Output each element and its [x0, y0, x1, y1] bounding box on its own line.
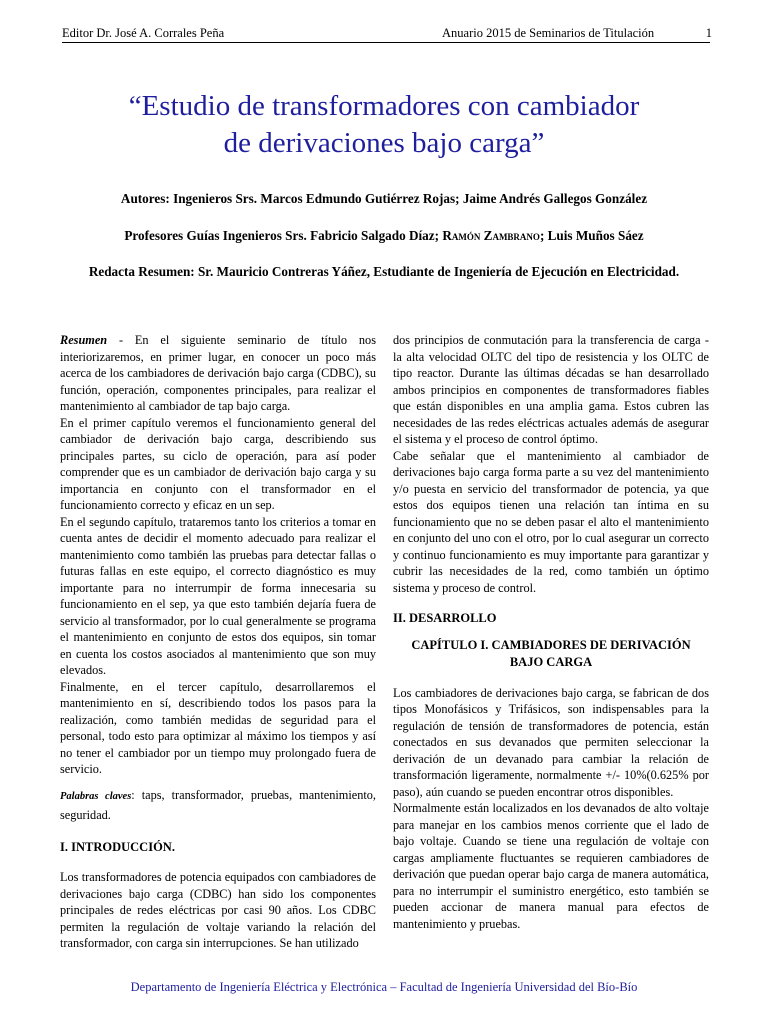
- intro-paragraph-3: Cabe señalar que el mantenimiento al cambiador de derivaciones bajo carga forma parte a su vez del mantenimiento y/o puesta en servicio del transformador de potencia, ya que estos dos equipos tienen una relación tan íntima en su funcionamiento que no se deben pasar el alto el mantenimiento en conjunto del uno con el otro, por lo cual asegurar un correcto y continuo funcionamiento es muy importante para garantizar y cubrir las necesidades de la red, como también un óptimo sistema y proceso de control.: [393, 448, 709, 595]
- professors-prefix: Profesores Guías Ingenieros Srs. Fabricio Salgado Díaz;: [124, 228, 443, 243]
- intro-heading: I. INTRODUCCIÓN.: [60, 839, 175, 854]
- chapter-heading-line-2: BAJO CARGA: [509, 654, 593, 669]
- keywords: [60, 786, 376, 825]
- professors-smallcaps-name: Ramón Zambrano: [442, 228, 540, 243]
- authors-names: Ingenieros Srs. Marcos Edmundo Gutiérrez Rojas; Jaime Andrés Gallegos González: [173, 191, 648, 206]
- abstract-paragraph-4: Finalmente, en el tercer capítulo, desarrollaremos el mantenimiento en sí, describiendo todos los pasos para la realización, como también medidas de seguridad para el personal, todo esto para optimizar al máximo los tiempos y así no tener el cambiador por un tiempo muy prolongado fuera de servicio.: [60, 679, 376, 776]
- footer-dash: –: [387, 980, 400, 994]
- authors-label: Autores:: [120, 191, 170, 206]
- page-footer: [0, 980, 768, 995]
- left-column: [60, 332, 376, 952]
- abstract-paragraph-1: [60, 332, 376, 415]
- running-header: [62, 24, 710, 43]
- header-page-number: 1: [705, 26, 712, 40]
- header-journal: Anuario 2015 de Seminarios de Titulación: [442, 26, 655, 40]
- authors-line: [40, 189, 728, 208]
- paper-title-line-1: “Estudio de transformadores con cambiador: [128, 90, 640, 122]
- professors-line: [40, 226, 728, 245]
- footer-department: Departamento de Ingeniería Eléctrica y Electrónica: [130, 980, 388, 994]
- abstract-paragraph-2: En el primer capítulo veremos el funcionamiento general del cambiador de derivación bajo carga, describiendo sus principales partes, su ciclo de operación, para así poder comprender que es un cambiador de derivación bajo carga y su importancia en conjunto con el transformador en el funcionamiento correcto y eficaz en un sep.: [60, 415, 376, 512]
- chapter-heading: [393, 637, 709, 671]
- abstract-text-1: - En el siguiente seminario de título nos interiorizaremos, en primer lugar, en conocer un poco más acerca de los cambiadores de derivación bajo carga (CDBC), su función, operación, componentes principales, para realizar el mantenimiento al cambiador de tap bajo carga.: [60, 333, 376, 413]
- keywords-text: : taps, transformador, pruebas, mantenimiento, seguridad.: [60, 787, 376, 822]
- footer-faculty: Facultad de Ingeniería Universidad del Bío-Bío: [399, 980, 638, 994]
- paper-title: [0, 88, 768, 162]
- professors-suffix: ; Luis Muños Sáez: [539, 228, 644, 243]
- summary-editor-line: Redacta Resumen: Sr. Mauricio Contreras Yáñez, Estudiante de Ingeniería de Ejecución en Electricidad.: [88, 264, 680, 279]
- header-editor: Editor Dr. José A. Corrales Peña: [62, 26, 225, 40]
- abstract-paragraph-3: En el segundo capítulo, trataremos tanto los criterios a tomar en cuenta antes de decidir el momento adecuado para realizar el mantenimiento como también las pruebas para detectar fallas o futuras fallas en este equipo, el correcto diagnóstico es muy importante para no interrumpir de forma innecesaria su funcionamiento en el sep, ya que esto también dejaría fuera de servicio al transformador, por lo cual generalmente se programa el mantenimiento en conjunto de estos dos equipos, sin tomar en cuenta los costos asociados al mantenimiento que son muy elevados.: [60, 514, 376, 677]
- development-heading: II. DESARROLLO: [393, 611, 497, 625]
- intro-paragraph-1: Los transformadores de potencia equipados con cambiadores de derivaciones bajo carga (CDBC) han sido los componentes principales de redes eléctricas por casi 90 años. Los CDBC permiten la regulación de voltaje variando la relación del transformador, con carga sin interrupciones. Se han utilizado: [60, 870, 376, 950]
- right-column: [393, 332, 709, 932]
- chapter-paragraph-1: Los cambiadores de derivaciones bajo carga, se fabrican de dos tipos Monofásicos y Trifásicos, son indispensables para la regulación de tensión de transformadores de potencia, están conectados en sus devanados que permiten seleccionar la derivación de un devanado para cambiar la relación de transformación ligeramente, normalmente +/- 10%(0.625% por paso), aún cuando se pueden encontrar otros disponibles.: [393, 685, 709, 799]
- paper-title-line-2: de derivaciones bajo carga”: [223, 127, 545, 159]
- intro-paragraph-2: dos principios de conmutación para la transferencia de carga - la alta velocidad OLTC del tipo de resistencia y los OLTC de tipo reactor. Durante las últimas décadas se han desarrollado ambos principios en componentes de transformadores fiables que están disponibles en una amplia gama. Estos cubren las necesidades de las redes eléctricas actuales además de asegurar el sistema y el proceso de control óptimo.: [393, 333, 709, 446]
- chapter-paragraph-2: Normalmente están localizados en los devanados de alto voltaje para manejar en los cambios menos corriente que el lado de bajo voltaje. Cuando se tiene una regulación de voltaje con cargas ampliamente fluctuantes se requieren cambiadores de derivación que puedan operar bajo carga de manera automática, para no interrumpir el suministro energético, esto también se pueden accionar de manera manual para efectos de mantenimiento y pruebas.: [393, 801, 709, 931]
- abstract-label: Resumen: [60, 333, 108, 347]
- chapter-heading-line-1: CAPÍTULO I. CAMBIADORES DE DERIVACIÓN: [411, 637, 691, 652]
- keywords-label: Palabras claves: [60, 790, 132, 802]
